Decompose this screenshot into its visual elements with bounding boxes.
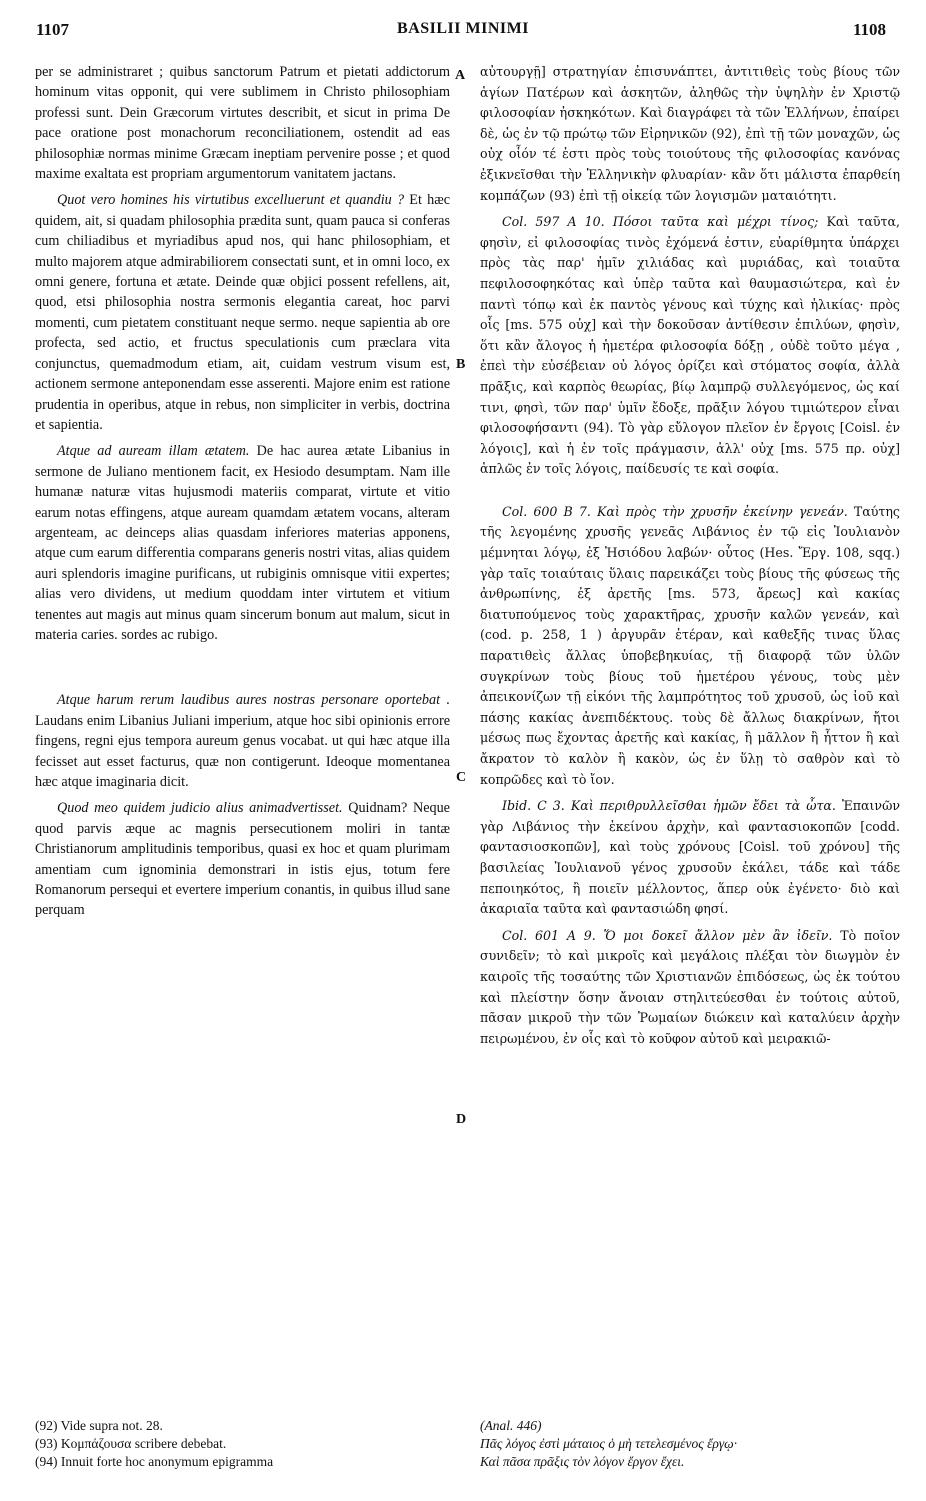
greek-paragraph: [480, 796, 900, 920]
paragraph-text: Ταύτης τῆς λεγομένης χρυσῆς γενεᾶς Λιβάνιος ἐν τῷ εἰς Ἰουλιανὸν μέμνηται λόγῳ, ἐξ Ἡσιόδου λαβών· οὗτος (Hes. Ἔργ. 108, sqq.) γὰρ ταῖς τοιαύταις ὕλαις παρεικάζει τοὺς βίους τῆς φύσεως τῆς ἀνθρωπίνης, ἐξ ἀρετῆς [ms. 573, ἄρεως] καὶ κακίας διατυπούμενος τοὺς χαρακτῆρας, χρυσῆν καλῶν γενεάν, καὶ (cod. p. 258, 1 ) ἀργυρᾶν ἑτέραν, καὶ καθεξῆς τινας ὕλας παρατιθεὶς ἄλλας ὑποβεβηκυίας, τῇ διαφορᾷ τῶν ὑλῶν συγκρίνων τοὺς βίους τοῦ ἡμετέρου γένους, τοὺς μὲν ἀπεικονίζων τῇ εἰκόνι τῆς λαμπρότητος τοῦ χρυσοῦ, ὡς ἰοῦ καὶ πάσης κακίας ἀνεπιδέκτους. τοὺς δὲ ἄλλως διακρίνων, ἤτοι μέσως πως ἔχοντας ἀρετῆς καὶ κακίας, ἢ μᾶλλον ἢ ἧττον ἢ καὶ ἄκρατον τὸ καλὸν ἢ κακὸν, ὡς ἐν ὕλῃ τὸ σαθρὸν καὶ τὸ κοπρῶδες καὶ τὸ ἴον.: [480, 503, 900, 787]
paragraph-text: Καὶ ταῦτα, φησὶν, εἰ φιλοσοφίας τινὸς ἐχόμενά ἐστιν, εὐαρίθμητα ὑπάρχει πρὸς τὰς παρ' ἡμῖν χιλιάδας καὶ μυριάδας, καὶ τοιαῦτα πεφιλοσοφηκότας καὶ ὑπὲρ ταῦτα καὶ θαυμασιώτερα, καὶ ἐν παντὶ τόπῳ καὶ ἐκ παντὸς γένους καὶ τύχης καὶ ἡλικίας· πρὸς οἷς [ms. 575 οὐχ] καὶ τὴν δοκοῦσαν ἀντίθεσιν ἐπιλύων, φησὶν, ὅτι κἂν ἄλογος ἡ ἡμετέρα φιλοσοφία δόξῃ , οὐδὲ τοῦτο μέγα , ἐπεὶ τὴν εὐσέβειαν οὐ λόγος ὁρίζει καὶ στόματος σοφία, ἀλλὰ πρᾶξις, καὶ καρπὸς θεωρίας, βίῳ λαμπρῷ συλλεγόμενος, ὡς καί τινι, φησὶ, τῶν παρ' ὑμῖν ἔδοξε, πρᾶξιν λόγου τιμιώτερον εἶναι φιλοσοφήσαντι (94). Τὸ γὰρ εὔλογον πλεῖον ἐν ἔργοις [Coisl. ἐν λόγοις], καὶ ἡ ἐν τοῖς πράγμασιν, ἀλλ' οὐχ [ms. 575 πρ. οὐχ] ἁπλῶς ἐν τοῖς λόγοις, παίδευσίς τε καὶ σοφία.: [480, 214, 900, 477]
paragraph-lemma: Quod meo quidem judicio alius animadvertisset.: [57, 800, 349, 817]
paragraph-lemma: Col. 597 A 10. Πόσοι ταῦτα καὶ μέχρι τίνος;: [502, 214, 827, 230]
greek-paragraph: [480, 212, 900, 480]
paragraph-text: Quidnam? Neque quod parvis æque ac magnis persecutionem moliri in tantæ Christianorum amplitudinis temporibus, quasi ex hoc et quam plurimam amentiam cum ignominia demonstrari in istis ejus, totum fere Romanorum persequi et evertere imperium conantis, in quibus illud sane perquam: [35, 800, 450, 919]
latin-paragraph: [35, 441, 450, 645]
paragraph-lemma: Col. 600 B 7. Καὶ πρὸς τὴν χρυσῆν ἐκείνην γενεάν.: [502, 503, 854, 519]
footnote: (93) Κομπάζουσα scribere debebat.: [35, 1436, 227, 1451]
paragraph-lemma: Col. 601 A 9. Ὅ μοι δοκεῖ ἄλλον μὲν ἂν ἰδεῖν.: [502, 927, 841, 943]
paragraph-text: Laudans enim Libanius Juliani imperium, atque hoc sibi opinionis errore fingens, regni ejus tempora aureum genus vocabat. ut qui hæc atque illa fecisset aut esset facturus, quæ non contigerunt. Ideoque momentanea hæc atque imaginaria dicit.: [35, 712, 450, 790]
page-number-left: 1107: [36, 20, 70, 39]
paragraph-lemma: Atque harum rerum laudibus aures nostras personare oportebat .: [57, 692, 450, 709]
paragraph-lemma: Atque ad auream illam ætatem.: [57, 443, 257, 460]
footnote: (92) Vide supra not. 28.: [35, 1418, 163, 1433]
running-head: BASILII MINIMI: [397, 20, 529, 37]
paragraph-text: per se administraret ; quibus sanctorum Patrum et pietati addictorum hominum vitas opponit, qui vere sublimem in Christo philosophiam professi sunt. Dein Græcorum virtutes describit, et sicut in prima De pace oratione post monachorum reconciliationem, ostendit ad eas philosophiæ normas minime Græcam ineptiam pervenire posse ; et quod maxime exaltata est propriam argumentorum vanitatem jactans.: [35, 64, 450, 183]
footnotes-left: [35, 1417, 450, 1471]
greek-column: [480, 62, 900, 1049]
paragraph-text: De hac aurea ætate Libanius in sermone de Juliano mentionem facit, ex Hesiodo desumptam. Nam ille humanæ naturæ vitas hujusmodi materiis comparat, virtute et vitio earum notas effingens, atque auream quamdam ætatem vocans, alteram argenteam, ac deinceps alias quasdam inferiores materias apponens, atque cum earum differentia comparans generis nostri vitas, alias quidem auri splendoris imagine purificans, ut rubiginis omnisque vitii expertes; alias vero dividens, ut medium quoddam inter virtutem et vitium tenentes aut magis aut minus quam sincerum bonum aut malum, sicut in materia caries. sordes ac rubigo.: [35, 443, 450, 643]
epigram-line: Καὶ πᾶσα πρᾶξις τὸν λόγον ἔργον ἔχει.: [480, 1454, 685, 1469]
paragraph-lemma: Ibid. C 3. Καὶ περιθρυλλεῖσθαι ἡμῶν ἔδει τὰ ὦτα.: [502, 798, 842, 814]
greek-paragraph: [480, 502, 900, 790]
footnote-reference: (Anal. 446): [480, 1418, 542, 1433]
greek-paragraph: [480, 926, 900, 1050]
margin-letter-d: D: [456, 1112, 467, 1127]
footnote: (94) Innuit forte hoc anonymum epigramma: [35, 1454, 274, 1469]
latin-paragraph: [35, 798, 450, 920]
margin-letter-b: B: [456, 357, 466, 372]
latin-column: [35, 62, 450, 921]
paragraph-text: αὐτουργῇ] στρατηγίαν ἐπισυνάπτει, ἀντιτιθεὶς τοὺς βίους τῶν ἁγίων Πατέρων καὶ ἀσκητῶν, ἀληθῶς τὴν ὑψηλὴν ἐν Χριστῷ φιλοσοφίαν ἠσκηκότων. Καὶ διαγράφει τὰ τῶν Ἑλλήνων, ἐπαίρει δὲ, ὡς ἐν τῷ πρώτῳ τῶν Εἰρηνικῶν (92), ἐπὶ τῇ τῶν μοναχῶν, ὡς οὐχ οἷόν τέ ἐστι πρὸς τοὺς τοιούτους τῆς φιλοσοφίας κανόνας ἐξικνεῖσθαι τὴν Ἑλληνικὴν φλυαρίαν· κἂν ὅτι μάλιστα ἐπαρθείη κομπάζων (93) ἐπὶ τῇ οἰκείᾳ τῶν λογισμῶν ματαιότητι.: [480, 64, 900, 203]
paragraph-text: Τὸ ποῖον συνιδεῖν; τὸ καὶ μικροῖς καὶ μεγάλοις πλέξαι τὸν διωγμὸν ἐν καιροῖς τῆς τοσαύτης τῶν Χριστιανῶν ἐπιδόσεως, ὡς ἐκ τούτου καὶ πλείστην ὅσην ἄνοιαν στηλιτεύεσθαι ἐν τούτοις αὐτοῦ, πᾶσαν μικροῦ τὴν τῶν Ῥωμαίων διώκειν καὶ καταλύειν ἀρχὴν πειρωμένου, ἐν οἷς καὶ τὸ κοῦφον αὐτοῦ καὶ μειρακιῶ-: [480, 927, 900, 1046]
latin-paragraph: [35, 690, 450, 792]
margin-letter-a: A: [455, 68, 466, 83]
page-number-right: 1108: [852, 20, 886, 39]
margin-letter-c: C: [456, 770, 467, 785]
paragraph-text: Et hæc quidem, ait, si quadam philosophia prædita sunt, quam pauca si conferas cum chiliadibus et myriadibus apud nos, qui hanc philosophiam, et multo majorem atque admirabiliorem consectati sunt, et in omni loco, ex omni genere, fortuna et ætate. Deinde quæ objici possent refellens, ait, quod, etsi philosophia nostra sermonis elegantia careat, hoc parvi momenti, cum pietatem constituant neque sermo. neque sapientia ab ore profecta, sed actio, et fructus speculationis cum præclara vita conjunctus, quemadmodum etiam, ait, cuidam vestrum visum est, actionem sermone anteponendam esse asserenti. Majore enim est ratione prudentia in operibus, atque in rebus, non simpliciter in verbis, doctrina et sapientia.: [35, 192, 450, 433]
latin-paragraph: [35, 190, 450, 435]
footnotes-right: [480, 1417, 900, 1471]
epigram-line: Πᾶς λόγος ἐστὶ μάταιος ὁ μὴ τετελεσμένος ἔργῳ·: [480, 1436, 738, 1451]
greek-paragraph: [480, 62, 900, 206]
latin-paragraph: [35, 62, 450, 184]
paragraph-text: Ἐπαινῶν γὰρ Λιβάνιος τὴν ἐκείνου ἀρχὴν, καὶ φαντασιοκοπῶν [codd. φαντασιοσκοπῶν], καὶ τοὺς χρόνους [Coisl. τοῦ χρόνου] τῆς βασιλείας Ἰουλιανοῦ γένος χρυσοῦν ἐκάλει, τάδε καὶ τάδε πεποιηκότος, ἢ ποιεῖν μέλλοντος, ἅπερ οὐκ ἐγένετο· διὸ καὶ ἀκαριαῖα ταῦτα καὶ φαντασιώδη φησί.: [480, 798, 900, 917]
paragraph-lemma: Quot vero homines his virtutibus excelluerunt et quandiu ?: [57, 192, 410, 209]
